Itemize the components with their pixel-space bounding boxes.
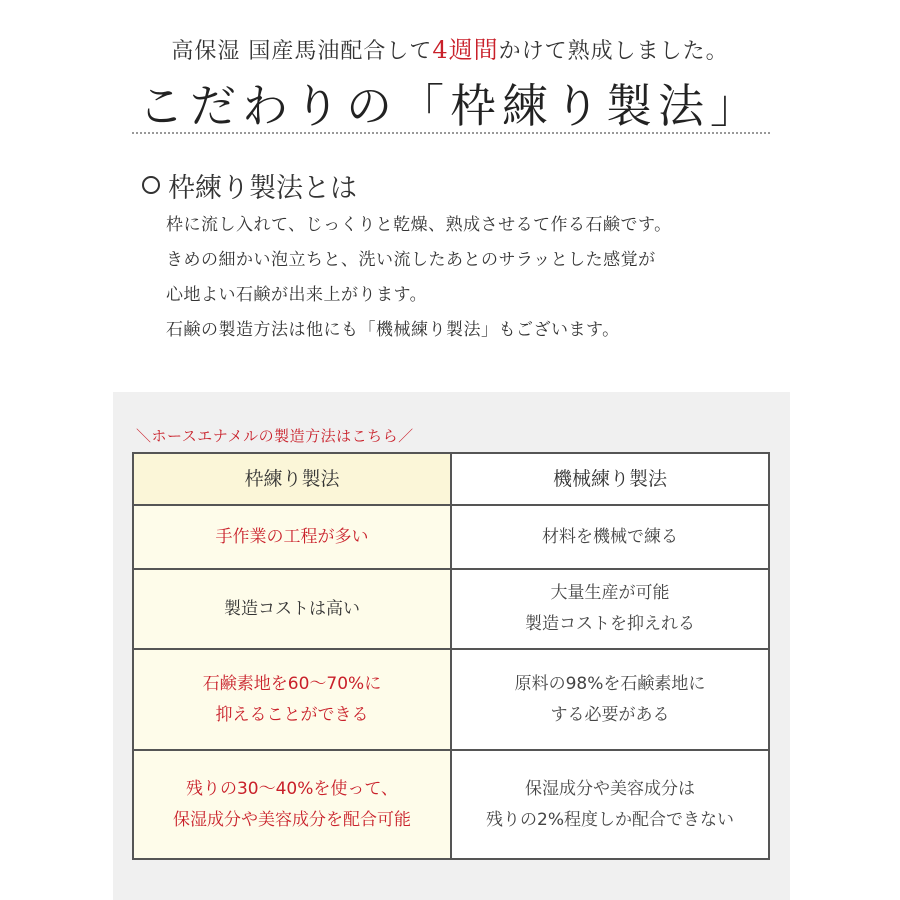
subtitle-pre: 高保湿 国産馬油配合して [171, 39, 433, 64]
table-row [133, 569, 769, 649]
body-line: きめの細かい泡立ちと、洗い流したあとのサラッとした感覚が [166, 250, 656, 270]
cell-line: 製造コストを抑えれる [525, 614, 695, 634]
body-line: 石鹸の製造方法は他にも「機械練り製法」もございます。 [166, 320, 620, 340]
left-cell [133, 569, 451, 649]
subtitle [0, 30, 900, 65]
cell-line: 製造コストは高い [224, 598, 360, 619]
left-cell [133, 649, 451, 750]
cell-line: する必要がある [550, 704, 670, 725]
header-machine-method: 機械練り製法 [451, 453, 769, 505]
circle-bullet-icon [142, 176, 160, 194]
cell-line: 大量生産が可能 [550, 583, 670, 603]
comparison-label: ＼ホースエナメルの製造方法はこちら／ [136, 427, 414, 445]
left-cell [133, 750, 451, 859]
cell-line: 残りの2%程度しか配合できない [486, 809, 734, 830]
left-cell [133, 505, 451, 569]
cell-line: 手作業の工程が多い [215, 526, 369, 547]
comparison-table [132, 452, 770, 860]
page-title: こだわりの「枠練り製法」 [138, 79, 762, 133]
cell-line: 材料を機械で練る [542, 526, 678, 547]
cell-line: 原料の98%を石鹸素地に [514, 673, 706, 694]
table-row [133, 750, 769, 859]
right-cell [451, 569, 769, 649]
right-cell [451, 505, 769, 569]
subtitle-accent: 4週間 [432, 36, 499, 64]
section-heading [142, 166, 357, 205]
body-line: 枠に流し入れて、じっくりと乾燥、熟成させるて作る石鹸です。 [166, 215, 672, 235]
cell-line: 保湿成分や美容成分を配合可能 [173, 809, 411, 830]
table-header-row [133, 453, 769, 505]
subtitle-post: かけて熟成しました。 [498, 39, 729, 64]
right-cell [451, 750, 769, 859]
cell-line: 残りの30～40%を使って、 [185, 778, 399, 799]
body-line: 心地よい石鹸が出来上がります。 [166, 285, 428, 305]
cell-line: 保湿成分や美容成分は [525, 778, 695, 799]
right-cell [451, 649, 769, 750]
table-row [133, 649, 769, 750]
dotted-divider [132, 132, 770, 134]
section-body [166, 208, 672, 348]
cell-line: 抑えることができる [215, 704, 369, 725]
cell-line: 石鹸素地を60～70%に [202, 673, 382, 694]
header-frame-method: 枠練り製法 [133, 453, 451, 505]
table-row [133, 505, 769, 569]
section-title: 枠練り製法とは [168, 173, 357, 204]
